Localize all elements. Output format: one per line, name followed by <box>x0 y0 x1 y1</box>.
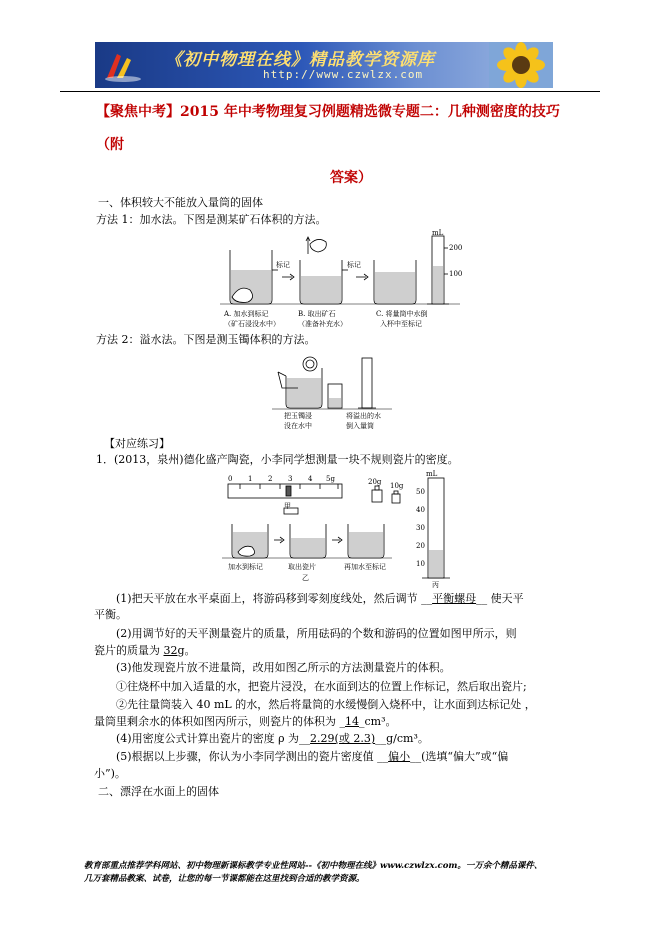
title-line2: 答案） <box>330 170 372 186</box>
site-logo-icon <box>103 48 143 84</box>
part5-line1: (5)根据以上步骤，你认为小李同学测出的瓷片密度值 __偏小__(选填“偏大”或“偏 <box>116 750 509 763</box>
page-footer <box>84 860 584 886</box>
answer-volume: 14 <box>345 715 359 728</box>
fig3-label-jia: 甲 <box>284 502 291 510</box>
fig3-cyl-tick: 20 <box>416 542 425 550</box>
fig2-caption-right2: 倒入量筒 <box>346 422 374 430</box>
figure-add-water-method <box>220 229 463 334</box>
fig3-caption-1: 加水到标记 <box>228 563 263 571</box>
section2-heading: 二、漂浮在水面上的固体 <box>98 785 219 798</box>
figure-density-experiment <box>222 472 458 588</box>
method2-text: 方法 2：溢水法。下图是测玉镯体积的方法。 <box>96 333 316 346</box>
fig3-label-bing: 丙 <box>432 581 439 589</box>
fig3-cyl-unit: mL <box>426 470 438 478</box>
fig3-label-yi: 乙 <box>302 574 309 582</box>
fig2-caption-right1: 将溢出的水 <box>346 412 381 420</box>
figure-overflow-method <box>272 354 392 432</box>
part3-step1: ①往烧杯中加入适量的水，把瓷片浸没，在水面到达的位置上作标记，然后取出瓷片; <box>116 680 527 693</box>
part1-line1: (1)把天平放在水平桌面上，将游码移到零刻度线处，然后调节 __平衡螺母__ 使天平 <box>116 592 524 605</box>
fig1-mark-label-b: 标记 <box>347 261 361 269</box>
fig1-caption-c2: 入杯中至标记 <box>380 320 422 328</box>
answer-bias: 偏小 <box>388 750 411 763</box>
fig1-mark-label: 标记 <box>276 261 290 269</box>
answer-mass: 32 <box>163 644 178 657</box>
fig3-caption-2: 取出瓷片 <box>288 563 316 571</box>
footer-line1: 教育部重点推荐学科网站、初中物理新课标教学专业性网站--《初中物理在线》www.czwlzx.com。一万余个精品课件、 <box>84 861 543 871</box>
part2-line1: (2)用调节好的天平测量瓷片的质量，所用砝码的个数和游码的位置如图甲所示，则 <box>116 627 517 640</box>
fig1-caption-a2: （矿石浸没水中） <box>224 320 280 328</box>
fig1-caption-a1: A. 加水到标记 <box>224 310 269 318</box>
fig3-cyl-tick: 40 <box>416 506 425 514</box>
fig1-caption-c1: C. 将量筒中水倒 <box>376 310 428 318</box>
fig2-caption-left1: 把玉镯浸 <box>284 412 312 420</box>
fig2-caption-left2: 没在水中 <box>284 422 312 430</box>
sunflower-icon <box>489 42 553 88</box>
part3-line: (3)他发现瓷片放不进量筒，改用如图乙所示的方法测量瓷片的体积。 <box>116 661 451 674</box>
fig1-caption-b1: B. 取出矿石 <box>298 310 336 318</box>
ruler-tick: 0 <box>228 475 233 483</box>
fig3-caption-3: 再加水至标记 <box>344 563 386 571</box>
part1-line2: 平衡。 <box>94 608 127 621</box>
fig3-cyl-tick: 50 <box>416 488 425 496</box>
fig1-cyl-tick: 200 <box>449 244 463 252</box>
part5-line2: 小”)。 <box>94 767 126 780</box>
weight-label: 10g <box>390 482 404 490</box>
header-banner <box>95 42 553 88</box>
section1-heading: 一、体积较大不能放入量筒的固体 <box>98 196 263 209</box>
part3-step2-line2: 量筒里剩余水的体积如图丙所示，则瓷片的体积为 _14_cm³。 <box>94 715 397 728</box>
part4-line: (4)用密度公式计算出瓷片的密度 ρ 为__2.29(或 2.3)__g/cm³。 <box>116 732 429 745</box>
document-title <box>96 96 586 195</box>
ruler-tick: 3 <box>288 475 293 483</box>
fig1-caption-b2: （准备补充水） <box>298 320 347 328</box>
fig1-cyl-tick: 100 <box>449 270 463 278</box>
weight-label: 20g <box>368 478 382 486</box>
header-rule <box>60 91 600 92</box>
footer-line2: 几万套精品教案、试卷，让您的每一节课都能在这里找到合适的教学资源。 <box>84 874 365 884</box>
fig1-cyl-unit: mL <box>432 229 444 237</box>
fig3-cyl-tick: 10 <box>416 560 425 568</box>
part3-step2-line1: ②先往量筒装入 40 mL 的水，然后将量筒的水缓慢倒入烧杯中，让水面到达标记处 ， <box>116 698 536 711</box>
method1-text: 方法 1：加水法。下图是测某矿石体积的方法。 <box>96 213 327 226</box>
practice-heading: 【对应练习】 <box>104 437 170 450</box>
ruler-tick: 2 <box>268 475 273 483</box>
part2-line2: 瓷片的质量为 32g。 <box>94 644 196 657</box>
title-prefix: 【聚焦中考】 <box>96 104 180 120</box>
ruler-tick: 5g <box>326 475 335 483</box>
banner-title: 《初中物理在线》精品教学资源库 <box>165 50 435 70</box>
banner-url[interactable]: http://www.czwlzx.com <box>263 68 424 81</box>
answer-density: 2.29(或 2.3) <box>310 732 376 745</box>
question1-text: 1．(2013，泉州)德化盛产陶瓷，小李同学想测量一块不规则瓷片的密度。 <box>96 453 459 466</box>
ruler-tick: 1 <box>248 475 253 483</box>
title-line1: 2015 年中考物理复习例题精选微专题二：几种测密度的技巧（附 <box>96 104 560 153</box>
fig3-cyl-tick: 30 <box>416 524 425 532</box>
ruler-tick: 4 <box>308 475 313 483</box>
answer-balance-nut: 平衡螺母 <box>432 592 477 605</box>
